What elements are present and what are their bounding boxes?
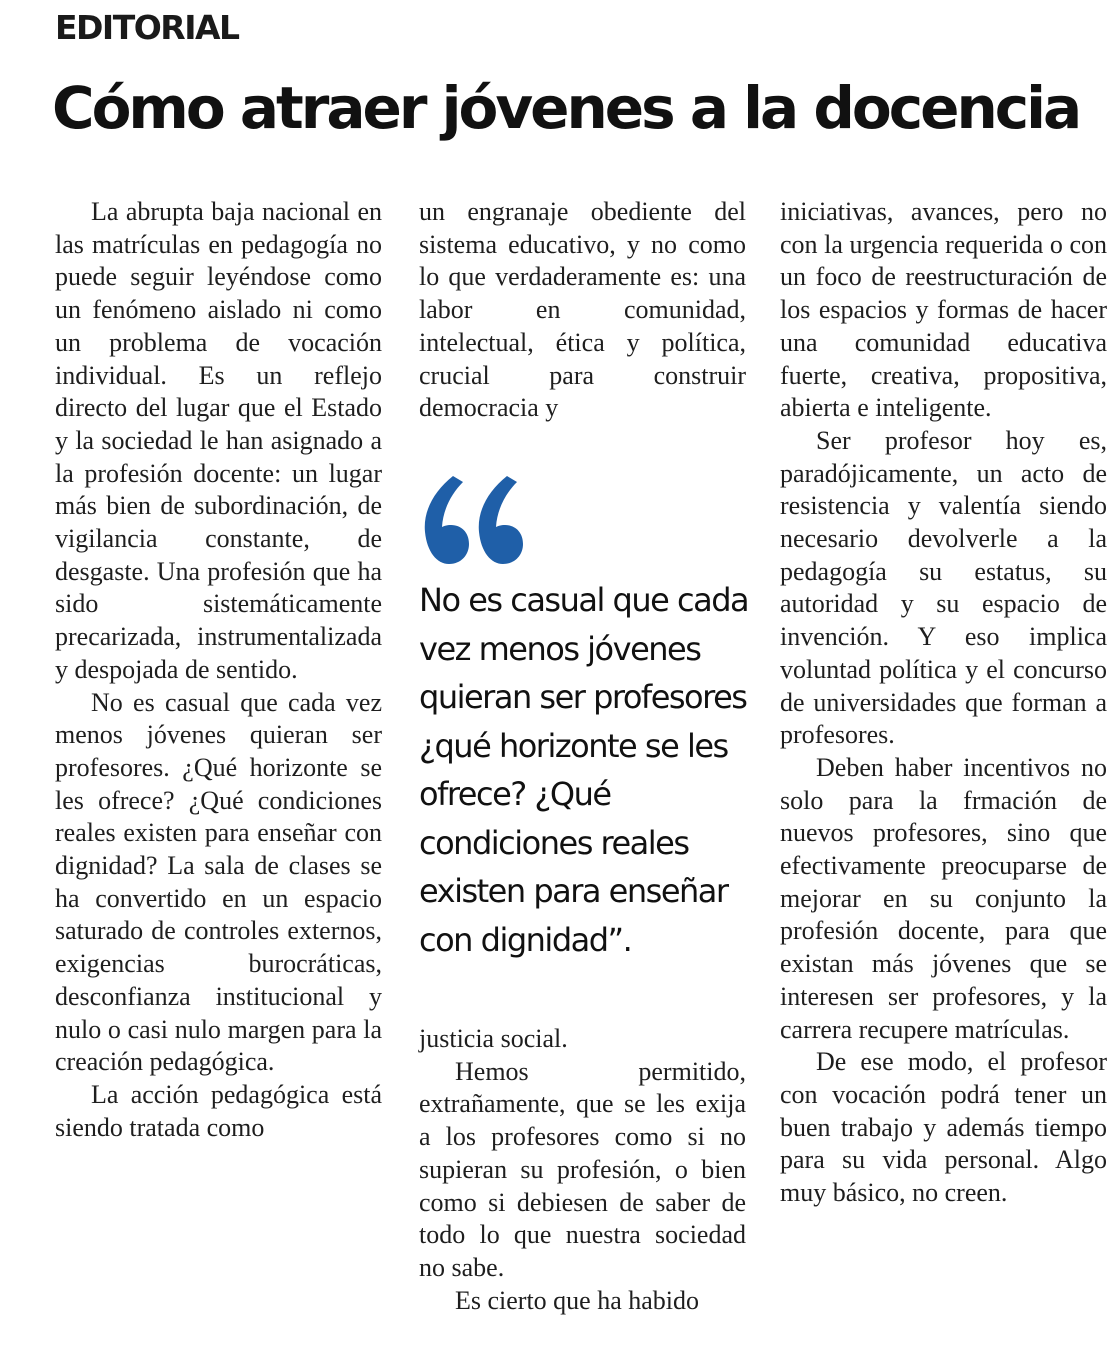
column2-bottom-continuation: justicia social. — [419, 1024, 568, 1053]
column1-paragraph-3: La acción pedagógica está siendo tratada como — [55, 1079, 382, 1142]
open-quote-icon — [419, 470, 539, 570]
article-column-2-top — [419, 196, 746, 425]
column3-paragraph-1: Ser profesor hoy es, paradójicamente, un acto de resistencia y valentía siendo necesario devolverle a la pedagogía su estatus, su autoridad y su espacio de invención. Y eso implica voluntad política y el concurso de universidades que forman a profesores. — [780, 425, 1107, 750]
section-label: EDITORIAL — [55, 8, 239, 47]
column1-paragraph-1: La abrupta baja nacional en las matrículas en pedagogía no puede seguir leyéndose como un fenómeno aislado ni como un problema de vocación individual. Es un reflejo directo del lugar que el Estado y la sociedad le han asignado a la profesión docente: un lugar más bien de subordinación, de vigilancia constante, de desgaste. Una profesión que ha sido sistemáticamente precarizada, instrumentalizada y despojada de sentido. — [55, 197, 382, 684]
column1-paragraph-2: No es casual que cada vez menos jóvenes quieran ser profesores. ¿Qué horizonte se les ofrece? ¿Qué condiciones reales existen para enseñar con dignidad? La sala de clases se ha convertido en un espacio saturado de controles externos, exigencias burocráticas, desconfianza institucional y nulo o casi nulo margen para la creación pedagógica. — [55, 687, 382, 1077]
article-column-2-bottom — [419, 1023, 746, 1317]
column2-paragraph-1: Hemos permitido, extrañamente, que se les exija a los profesores como si no supieran su profesión, o bien como si debiesen de saber de todo lo que nuestra sociedad no sabe. — [419, 1056, 746, 1282]
column3-paragraph-2: Deben haber incentivos no solo para la frmación de nuevos profesores, sino que efectivamente preocuparse de mejorar en su conjunto la profesión docente, para que existan más jóvenes que se interesen ser profesores, y la carrera recupere matrículas. — [780, 752, 1107, 1044]
pullquote — [419, 470, 754, 964]
headline: Cómo atraer jóvenes a la docencia — [52, 74, 1080, 142]
column2-continuation: un engranaje obediente del sistema educativo, y no como lo que verdaderamente es: una labor en comunidad, intelectual, ética y política, crucial para construir democracia y — [419, 197, 746, 423]
column2-paragraph-2: Es cierto que ha habido — [455, 1285, 700, 1315]
column3-continuation: iniciativas, avances, pero no con la urgencia requerida o con un foco de reestructuración de los espacios y formas de hacer una comunidad educativa fuerte, creativa, propositiva, abierta e inteligente. — [780, 197, 1107, 423]
column3-paragraph-3: De ese modo, el profesor con vocación podrá tener un buen trabajo y además tiempo para su vida personal. Algo muy básico, no creen. — [780, 1047, 1107, 1208]
article-column-1 — [55, 196, 382, 1144]
pullquote-text: No es casual que cada vez menos jóvenes quieran ser profesores ¿qué horizonte se les ofrece? ¿Qué condiciones reales existen para enseñar con dignidad”. — [419, 581, 749, 959]
article-column-3 — [780, 196, 1107, 1210]
